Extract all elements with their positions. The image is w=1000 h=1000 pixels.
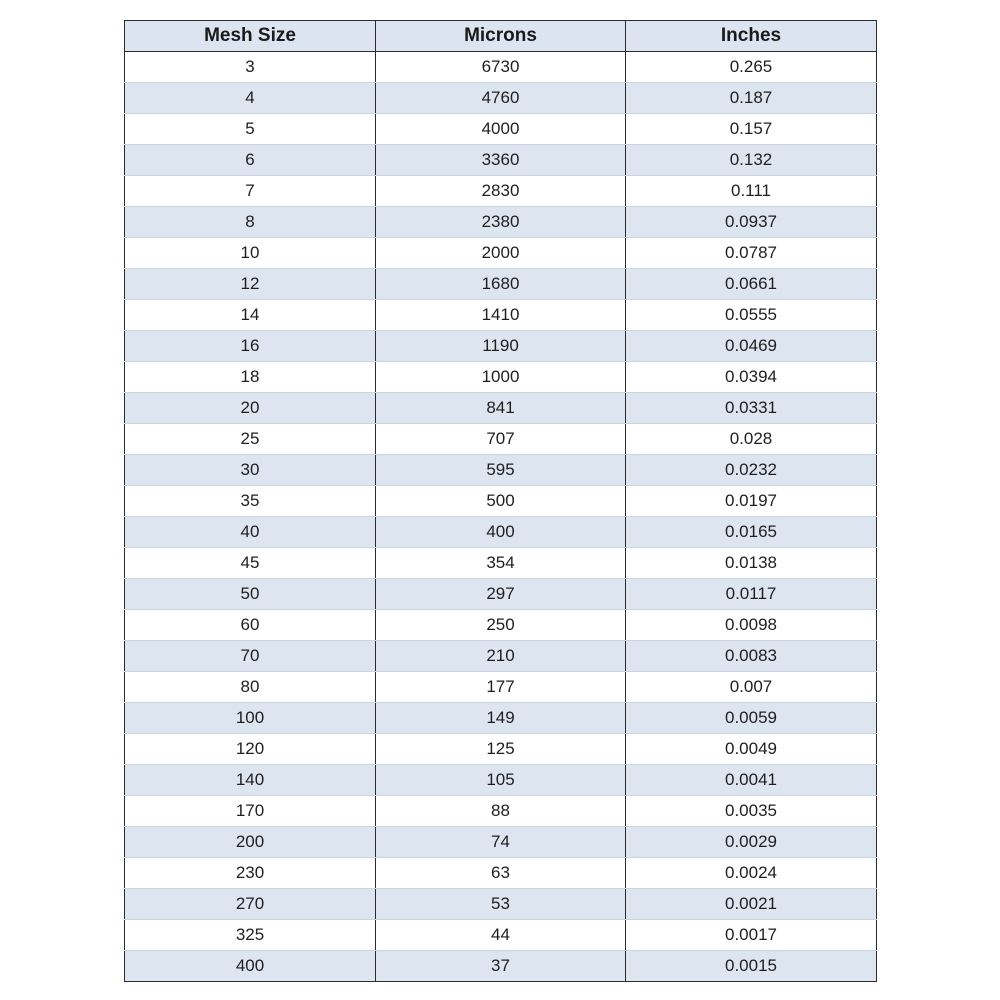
- mesh-size-cell: 170: [125, 796, 376, 827]
- microns-cell: 63: [376, 858, 626, 889]
- table-row: [125, 455, 877, 486]
- inches-cell: 0.0041: [626, 765, 877, 796]
- table-row: [125, 920, 877, 951]
- microns-cell: 400: [376, 517, 626, 548]
- table-row: [125, 889, 877, 920]
- microns-cell: 105: [376, 765, 626, 796]
- table-row: [125, 393, 877, 424]
- inches-cell: 0.0555: [626, 300, 877, 331]
- microns-cell: 149: [376, 703, 626, 734]
- microns-cell: 53: [376, 889, 626, 920]
- inches-cell: 0.0015: [626, 951, 877, 982]
- microns-cell: 44: [376, 920, 626, 951]
- inches-cell: 0.0197: [626, 486, 877, 517]
- table-row: [125, 207, 877, 238]
- mesh-size-cell: 100: [125, 703, 376, 734]
- inches-cell: 0.0049: [626, 734, 877, 765]
- inches-cell: 0.0165: [626, 517, 877, 548]
- mesh-size-cell: 18: [125, 362, 376, 393]
- table-row: [125, 114, 877, 145]
- mesh-size-cell: 120: [125, 734, 376, 765]
- mesh-size-cell: 70: [125, 641, 376, 672]
- mesh-size-cell: 35: [125, 486, 376, 517]
- mesh-size-cell: 60: [125, 610, 376, 641]
- microns-cell: 841: [376, 393, 626, 424]
- table-row: [125, 827, 877, 858]
- table-row: [125, 145, 877, 176]
- mesh-size-cell: 270: [125, 889, 376, 920]
- table-row: [125, 672, 877, 703]
- mesh-size-cell: 325: [125, 920, 376, 951]
- inches-cell: 0.0024: [626, 858, 877, 889]
- inches-cell: 0.0937: [626, 207, 877, 238]
- microns-cell: 1680: [376, 269, 626, 300]
- inches-cell: 0.0232: [626, 455, 877, 486]
- mesh-size-cell: 10: [125, 238, 376, 269]
- microns-cell: 210: [376, 641, 626, 672]
- inches-cell: 0.0059: [626, 703, 877, 734]
- mesh-size-table: [124, 20, 877, 982]
- table-row: [125, 362, 877, 393]
- mesh-size-cell: 140: [125, 765, 376, 796]
- inches-cell: 0.0661: [626, 269, 877, 300]
- mesh-size-cell: 12: [125, 269, 376, 300]
- inches-cell: 0.157: [626, 114, 877, 145]
- table-row: [125, 300, 877, 331]
- microns-cell: 595: [376, 455, 626, 486]
- table-row: [125, 238, 877, 269]
- header-row: [125, 21, 877, 52]
- mesh-size-cell: 5: [125, 114, 376, 145]
- microns-cell: 88: [376, 796, 626, 827]
- inches-cell: 0.0021: [626, 889, 877, 920]
- table-row: [125, 703, 877, 734]
- microns-cell: 37: [376, 951, 626, 982]
- mesh-size-cell: 4: [125, 83, 376, 114]
- column-header-mesh-size: Mesh Size: [125, 21, 376, 52]
- mesh-size-cell: 8: [125, 207, 376, 238]
- inches-cell: 0.132: [626, 145, 877, 176]
- inches-cell: 0.0138: [626, 548, 877, 579]
- table-header: [125, 21, 877, 52]
- table-row: [125, 486, 877, 517]
- table-row: [125, 548, 877, 579]
- microns-cell: 250: [376, 610, 626, 641]
- microns-cell: 2000: [376, 238, 626, 269]
- inches-cell: 0.265: [626, 52, 877, 83]
- table-body: [125, 52, 877, 982]
- table-row: [125, 52, 877, 83]
- table-row: [125, 858, 877, 889]
- table-row: [125, 424, 877, 455]
- microns-cell: 500: [376, 486, 626, 517]
- column-header-inches: Inches: [626, 21, 877, 52]
- inches-cell: 0.111: [626, 176, 877, 207]
- table-row: [125, 610, 877, 641]
- column-header-microns: Microns: [376, 21, 626, 52]
- mesh-size-cell: 30: [125, 455, 376, 486]
- microns-cell: 177: [376, 672, 626, 703]
- table-row: [125, 765, 877, 796]
- microns-cell: 1000: [376, 362, 626, 393]
- mesh-size-cell: 50: [125, 579, 376, 610]
- inches-cell: 0.0035: [626, 796, 877, 827]
- mesh-size-cell: 3: [125, 52, 376, 83]
- inches-cell: 0.0787: [626, 238, 877, 269]
- inches-cell: 0.0029: [626, 827, 877, 858]
- mesh-size-cell: 80: [125, 672, 376, 703]
- table-row: [125, 951, 877, 982]
- inches-cell: 0.0331: [626, 393, 877, 424]
- table-row: [125, 517, 877, 548]
- microns-cell: 74: [376, 827, 626, 858]
- table-row: [125, 641, 877, 672]
- table-row: [125, 331, 877, 362]
- table-row: [125, 579, 877, 610]
- microns-cell: 354: [376, 548, 626, 579]
- table-row: [125, 176, 877, 207]
- microns-cell: 1190: [376, 331, 626, 362]
- mesh-size-cell: 14: [125, 300, 376, 331]
- microns-cell: 297: [376, 579, 626, 610]
- mesh-size-cell: 230: [125, 858, 376, 889]
- inches-cell: 0.0083: [626, 641, 877, 672]
- microns-cell: 2830: [376, 176, 626, 207]
- table-row: [125, 269, 877, 300]
- mesh-size-cell: 7: [125, 176, 376, 207]
- mesh-size-cell: 20: [125, 393, 376, 424]
- mesh-size-cell: 16: [125, 331, 376, 362]
- inches-cell: 0.0017: [626, 920, 877, 951]
- inches-cell: 0.0117: [626, 579, 877, 610]
- microns-cell: 1410: [376, 300, 626, 331]
- mesh-size-cell: 400: [125, 951, 376, 982]
- inches-cell: 0.0394: [626, 362, 877, 393]
- table-row: [125, 734, 877, 765]
- microns-cell: 4000: [376, 114, 626, 145]
- table-row: [125, 83, 877, 114]
- mesh-size-cell: 200: [125, 827, 376, 858]
- table-row: [125, 796, 877, 827]
- microns-cell: 707: [376, 424, 626, 455]
- mesh-size-cell: 45: [125, 548, 376, 579]
- microns-cell: 2380: [376, 207, 626, 238]
- inches-cell: 0.007: [626, 672, 877, 703]
- microns-cell: 6730: [376, 52, 626, 83]
- inches-cell: 0.0469: [626, 331, 877, 362]
- microns-cell: 4760: [376, 83, 626, 114]
- mesh-size-cell: 6: [125, 145, 376, 176]
- inches-cell: 0.0098: [626, 610, 877, 641]
- microns-cell: 125: [376, 734, 626, 765]
- inches-cell: 0.187: [626, 83, 877, 114]
- mesh-size-cell: 25: [125, 424, 376, 455]
- inches-cell: 0.028: [626, 424, 877, 455]
- mesh-size-cell: 40: [125, 517, 376, 548]
- microns-cell: 3360: [376, 145, 626, 176]
